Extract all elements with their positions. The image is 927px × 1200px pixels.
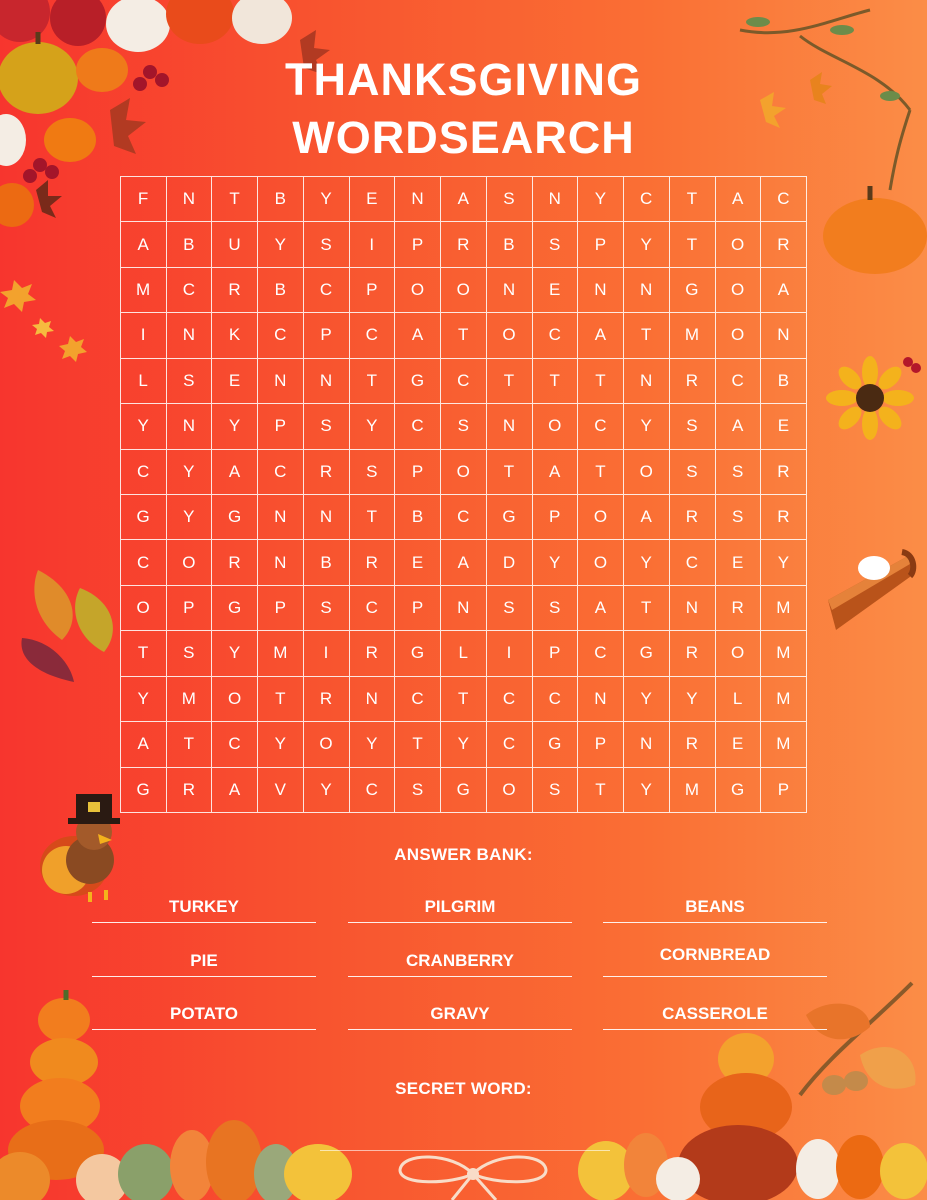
grid-cell: S — [716, 495, 762, 540]
grid-cell: S — [304, 222, 350, 267]
grid-cell: B — [258, 177, 304, 222]
grid-cell: O — [487, 313, 533, 358]
grid-cell: T — [350, 495, 396, 540]
grid-cell: O — [304, 722, 350, 767]
grid-cell: N — [578, 268, 624, 313]
autumn-leaves-icon — [0, 270, 130, 700]
grid-cell: T — [624, 313, 670, 358]
grid-cell: A — [395, 313, 441, 358]
grid-cell: N — [167, 313, 213, 358]
grid-cell: N — [304, 495, 350, 540]
secret-word-line — [320, 1150, 610, 1151]
grid-cell: T — [487, 450, 533, 495]
grid-cell: O — [578, 540, 624, 585]
grid-cell: P — [578, 222, 624, 267]
grid-cell: Y — [578, 177, 624, 222]
grid-cell: Y — [212, 631, 258, 676]
grid-cell: Y — [624, 540, 670, 585]
grid-cell: P — [761, 768, 807, 813]
grid-cell: Y — [761, 540, 807, 585]
grid-cell: P — [258, 586, 304, 631]
grid-cell: O — [441, 450, 487, 495]
grid-cell: Y — [533, 540, 579, 585]
grid-cell: S — [350, 450, 396, 495]
grid-cell: S — [533, 222, 579, 267]
grid-cell: G — [716, 768, 762, 813]
grid-cell: P — [395, 222, 441, 267]
grid-cell: S — [304, 586, 350, 631]
grid-cell: R — [670, 722, 716, 767]
grid-cell: N — [624, 359, 670, 404]
grid-cell: D — [487, 540, 533, 585]
grid-cell: C — [670, 540, 716, 585]
grid-cell: C — [487, 677, 533, 722]
page-title-line-1: THANKSGIVING — [284, 54, 642, 105]
grid-cell: A — [624, 495, 670, 540]
grid-cell: Y — [624, 768, 670, 813]
grid-cell: C — [304, 268, 350, 313]
grid-cell: T — [167, 722, 213, 767]
grid-cell: O — [533, 404, 579, 449]
grid-cell: G — [212, 495, 258, 540]
answer-word: CRANBERRY — [348, 950, 572, 977]
grid-cell: G — [121, 768, 167, 813]
grid-cell: Y — [167, 495, 213, 540]
grid-cell: G — [624, 631, 670, 676]
grid-cell: T — [350, 359, 396, 404]
pilgrim-turkey-icon — [34, 780, 134, 905]
grid-cell: Y — [350, 404, 396, 449]
grid-cell: M — [258, 631, 304, 676]
secret-word-heading: SECRET WORD: — [395, 1079, 532, 1098]
grid-cell: N — [624, 722, 670, 767]
grid-cell: M — [761, 677, 807, 722]
grid-cell: T — [578, 768, 624, 813]
grid-cell: C — [761, 177, 807, 222]
grid-cell: O — [716, 313, 762, 358]
grid-cell: T — [487, 359, 533, 404]
grid-cell: S — [167, 631, 213, 676]
grid-cell: N — [487, 268, 533, 313]
grid-cell: O — [167, 540, 213, 585]
grid-cell: S — [670, 404, 716, 449]
grid-cell: C — [578, 404, 624, 449]
grid-cell: C — [121, 540, 167, 585]
grid-cell: S — [487, 177, 533, 222]
grid-cell: Y — [624, 677, 670, 722]
grid-cell: R — [350, 540, 396, 585]
grid-cell: P — [395, 586, 441, 631]
grid-cell: M — [761, 722, 807, 767]
grid-cell: Y — [304, 768, 350, 813]
grid-cell: A — [441, 540, 487, 585]
grid-cell: K — [212, 313, 258, 358]
grid-cell: I — [487, 631, 533, 676]
grid-cell: B — [487, 222, 533, 267]
grid-cell: R — [441, 222, 487, 267]
grid-cell: N — [578, 677, 624, 722]
answer-word: PIE — [92, 950, 316, 977]
grid-cell: A — [761, 268, 807, 313]
grid-cell: N — [670, 586, 716, 631]
grid-cell: Y — [670, 677, 716, 722]
grid-cell: C — [121, 450, 167, 495]
grid-cell: Y — [624, 404, 670, 449]
grid-cell: G — [670, 268, 716, 313]
grid-cell: G — [441, 768, 487, 813]
grid-cell: L — [716, 677, 762, 722]
grid-cell: C — [212, 722, 258, 767]
grid-cell: N — [258, 540, 304, 585]
grid-cell: L — [121, 359, 167, 404]
grid-cell: G — [533, 722, 579, 767]
page-title-line-2: WORDSEARCH — [292, 112, 635, 163]
grid-cell: N — [395, 177, 441, 222]
grid-cell: R — [304, 450, 350, 495]
grid-cell: O — [487, 768, 533, 813]
grid-cell: E — [716, 540, 762, 585]
grid-cell: C — [624, 177, 670, 222]
grid-cell: M — [670, 768, 716, 813]
grid-cell: R — [761, 495, 807, 540]
grid-cell: T — [441, 313, 487, 358]
grid-cell: T — [441, 677, 487, 722]
grid-cell: Y — [167, 450, 213, 495]
grid-cell: N — [624, 268, 670, 313]
grid-cell: T — [670, 222, 716, 267]
grid-cell: T — [212, 177, 258, 222]
grid-cell: R — [716, 586, 762, 631]
grid-cell: I — [121, 313, 167, 358]
grid-cell: S — [533, 586, 579, 631]
grid-cell: O — [716, 268, 762, 313]
grid-cell: A — [121, 722, 167, 767]
grid-cell: C — [350, 313, 396, 358]
grid-cell: C — [395, 677, 441, 722]
grid-cell: T — [624, 586, 670, 631]
grid-cell: A — [212, 450, 258, 495]
grid-cell: Y — [121, 404, 167, 449]
grid-cell: N — [167, 404, 213, 449]
grid-cell: N — [258, 359, 304, 404]
grid-cell: R — [167, 768, 213, 813]
grid-cell: C — [533, 313, 579, 358]
grid-cell: P — [533, 631, 579, 676]
grid-cell: A — [578, 313, 624, 358]
pie-slice-icon — [818, 540, 918, 640]
grid-cell: T — [395, 722, 441, 767]
grid-cell: P — [304, 313, 350, 358]
sunflower-icon — [812, 352, 927, 442]
grid-cell: G — [487, 495, 533, 540]
grid-cell: S — [441, 404, 487, 449]
grid-cell: T — [578, 450, 624, 495]
grid-cell: S — [670, 450, 716, 495]
grid-cell: T — [121, 631, 167, 676]
grid-cell: A — [716, 177, 762, 222]
grid-cell: C — [258, 450, 304, 495]
grid-cell: C — [258, 313, 304, 358]
grid-cell: E — [395, 540, 441, 585]
answer-bank-heading: ANSWER BANK: — [394, 845, 533, 864]
grid-cell: M — [761, 586, 807, 631]
grid-cell: E — [212, 359, 258, 404]
grid-cell: C — [167, 268, 213, 313]
grid-cell: S — [487, 586, 533, 631]
grid-cell: C — [716, 359, 762, 404]
grid-cell: R — [304, 677, 350, 722]
grid-cell: B — [395, 495, 441, 540]
grid-cell: E — [761, 404, 807, 449]
grid-cell: B — [258, 268, 304, 313]
grid-cell: A — [441, 177, 487, 222]
grid-cell: A — [578, 586, 624, 631]
grid-cell: R — [212, 268, 258, 313]
grid-cell: C — [350, 768, 396, 813]
grid-cell: R — [761, 450, 807, 495]
ribbon-bow-icon — [392, 1150, 554, 1200]
grid-cell: R — [761, 222, 807, 267]
grid-cell: A — [716, 404, 762, 449]
grid-cell: V — [258, 768, 304, 813]
answer-word: CASSEROLE — [603, 1003, 827, 1030]
answer-word: BEANS — [603, 896, 827, 923]
grid-cell: N — [441, 586, 487, 631]
grid-cell: C — [350, 586, 396, 631]
grid-cell: M — [761, 631, 807, 676]
grid-cell: O — [121, 586, 167, 631]
grid-cell: S — [167, 359, 213, 404]
grid-cell: G — [212, 586, 258, 631]
grid-cell: T — [670, 177, 716, 222]
grid-cell: O — [212, 677, 258, 722]
grid-cell: B — [304, 540, 350, 585]
grid-cell: M — [167, 677, 213, 722]
grid-cell: E — [350, 177, 396, 222]
grid-cell: Y — [350, 722, 396, 767]
grid-cell: C — [533, 677, 579, 722]
answer-word: TURKEY — [92, 896, 316, 923]
grid-cell: N — [167, 177, 213, 222]
grid-cell: N — [533, 177, 579, 222]
grid-cell: C — [578, 631, 624, 676]
answer-word: PILGRIM — [348, 896, 572, 923]
grid-cell: G — [121, 495, 167, 540]
grid-cell: I — [304, 631, 350, 676]
answer-word: CORNBREAD — [603, 944, 827, 977]
grid-cell: O — [624, 450, 670, 495]
grid-cell: Y — [212, 404, 258, 449]
grid-cell: S — [304, 404, 350, 449]
grid-cell: C — [487, 722, 533, 767]
grid-cell: G — [395, 631, 441, 676]
grid-cell: E — [533, 268, 579, 313]
grid-cell: T — [258, 677, 304, 722]
grid-cell: P — [395, 450, 441, 495]
grid-cell: N — [304, 359, 350, 404]
grid-cell: A — [212, 768, 258, 813]
grid-cell: P — [167, 586, 213, 631]
grid-cell: N — [761, 313, 807, 358]
grid-cell: T — [578, 359, 624, 404]
grid-cell: Y — [624, 222, 670, 267]
grid-cell: B — [761, 359, 807, 404]
grid-cell: C — [441, 359, 487, 404]
grid-cell: N — [487, 404, 533, 449]
grid-cell: Y — [441, 722, 487, 767]
grid-cell: M — [121, 268, 167, 313]
grid-cell: S — [716, 450, 762, 495]
grid-cell: R — [670, 495, 716, 540]
grid-cell: I — [350, 222, 396, 267]
grid-cell: B — [167, 222, 213, 267]
grid-cell: U — [212, 222, 258, 267]
grid-cell: R — [670, 359, 716, 404]
grid-cell: F — [121, 177, 167, 222]
wordsearch-grid — [120, 176, 807, 813]
grid-cell: Y — [121, 677, 167, 722]
grid-cell: C — [395, 404, 441, 449]
grid-cell: R — [670, 631, 716, 676]
grid-cell: M — [670, 313, 716, 358]
grid-cell: O — [395, 268, 441, 313]
grid-cell: R — [350, 631, 396, 676]
grid-cell: T — [533, 359, 579, 404]
grid-cell: S — [533, 768, 579, 813]
grid-cell: L — [441, 631, 487, 676]
grid-cell: P — [578, 722, 624, 767]
grid-cell: O — [716, 222, 762, 267]
grid-cell: O — [441, 268, 487, 313]
grid-cell: R — [212, 540, 258, 585]
grid-cell: C — [441, 495, 487, 540]
grid-cell: A — [121, 222, 167, 267]
grid-cell: N — [258, 495, 304, 540]
grid-cell: P — [258, 404, 304, 449]
grid-cell: A — [533, 450, 579, 495]
grid-cell: Y — [258, 722, 304, 767]
grid-cell: E — [716, 722, 762, 767]
grid-cell: P — [350, 268, 396, 313]
grid-cell: O — [716, 631, 762, 676]
grid-cell: G — [395, 359, 441, 404]
grid-cell: P — [533, 495, 579, 540]
grid-cell: Y — [304, 177, 350, 222]
grid-cell: O — [578, 495, 624, 540]
grid-cell: N — [350, 677, 396, 722]
grid-cell: S — [395, 768, 441, 813]
answer-word: GRAVY — [348, 1003, 572, 1030]
answer-word: POTATO — [92, 1003, 316, 1030]
grid-cell: Y — [258, 222, 304, 267]
